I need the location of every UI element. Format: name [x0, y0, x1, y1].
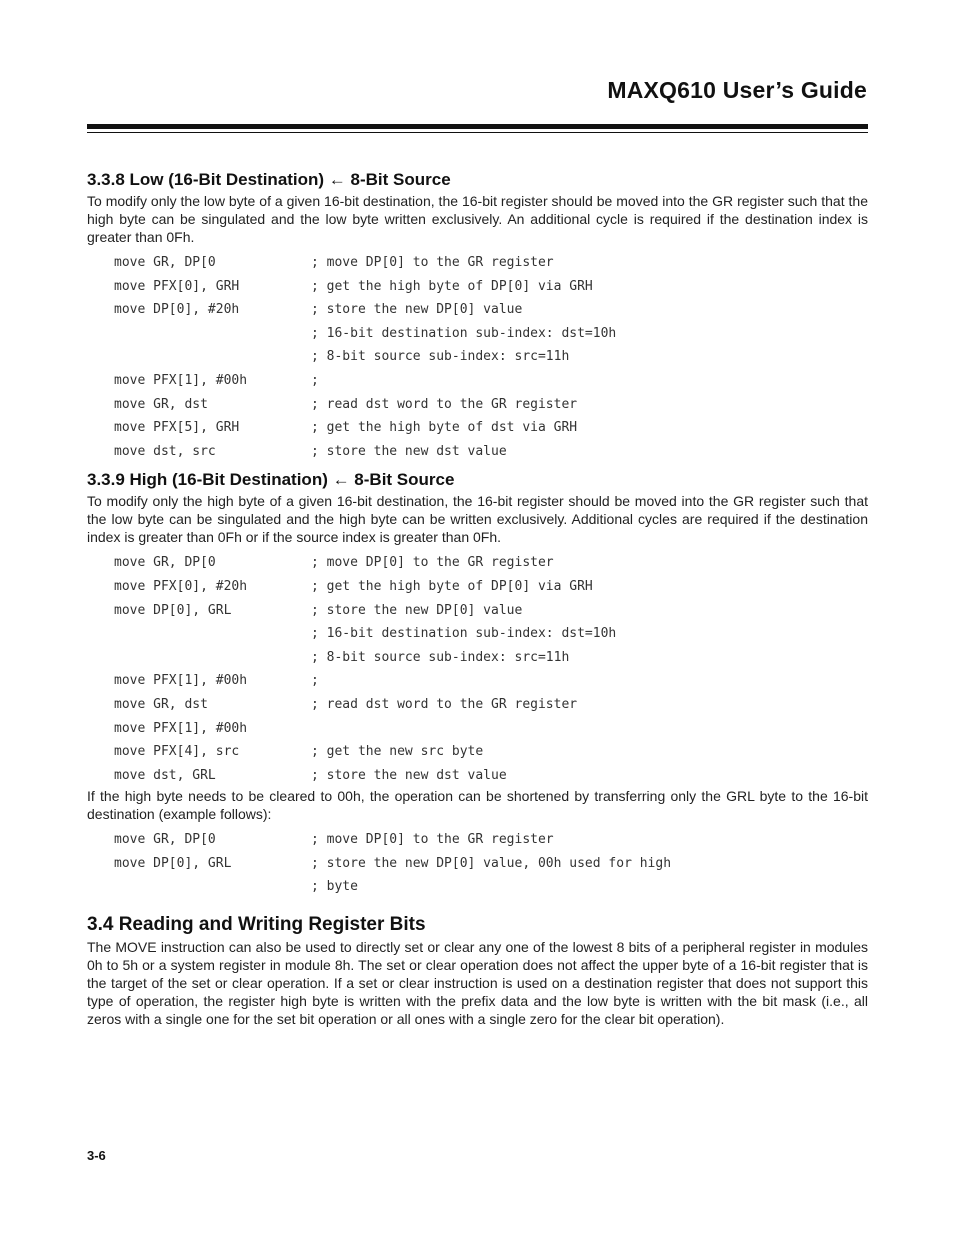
section-paragraph-3-3-8: To modify only the low byte of a given 16-bit destination, the 16-bit register should be moved into the GR register such that the high byte can be singulated and the low byte written exclusively. An additional cycle is required if the destination index is greater than 0Fh. — [87, 193, 868, 245]
code-instruction — [114, 345, 311, 369]
code-block-3-3-9 — [87, 551, 868, 787]
code-block-3-3-8 — [87, 251, 868, 463]
code-line — [114, 551, 868, 575]
code-comment: ; get the high byte of DP[0] via GRH — [311, 578, 593, 594]
code-line — [114, 646, 868, 670]
code-comment: ; store the new dst value — [311, 443, 507, 459]
page-number: 3-6 — [87, 1148, 106, 1163]
code-instruction: move DP[0], #20h — [114, 302, 240, 318]
code-line — [114, 669, 868, 693]
code-instruction: move PFX[1], #00h — [114, 372, 248, 388]
code-comment — [311, 717, 868, 741]
code-instruction: move dst, GRL — [114, 767, 216, 783]
code-line — [114, 345, 868, 369]
code-comment: ; move DP[0] to the GR register — [311, 555, 554, 571]
code-line — [114, 693, 868, 717]
code-line — [114, 740, 868, 764]
code-comment: ; byte — [311, 879, 358, 895]
code-line — [114, 416, 868, 440]
section-paragraph-3-3-9: To modify only the high byte of a given 16-bit destination, the 16-bit register should be moved into the GR register such that the low byte can be singulated and the high byte can be written exclusively. Additional cycles are required if the destination index is greater than 0Fh or if the source index is greater than 0Fh. — [87, 493, 868, 546]
code-instruction — [114, 646, 311, 670]
code-instruction — [114, 875, 311, 899]
code-comment: ; store the new DP[0] value, 00h used for high — [311, 855, 672, 871]
code-line — [114, 298, 868, 322]
code-instruction: move dst, src — [114, 443, 216, 459]
code-block-3-3-9-example — [87, 828, 868, 899]
code-instruction: move DP[0], GRL — [114, 855, 232, 871]
section-heading-3-4: 3.4 Reading and Writing Register Bits — [87, 914, 426, 936]
code-instruction — [114, 322, 311, 346]
code-instruction: move GR, DP[0 — [114, 832, 216, 848]
code-line — [114, 275, 868, 299]
code-instruction: move DP[0], GRL — [114, 602, 232, 618]
code-comment: ; 8-bit source sub-index: src=11h — [311, 349, 570, 365]
code-comment: ; store the new DP[0] value — [311, 302, 523, 318]
code-comment: ; — [311, 673, 319, 689]
code-instruction: move GR, dst — [114, 696, 208, 712]
page-title: MAXQ610 User’s Guide — [607, 77, 867, 103]
code-instruction: move GR, DP[0 — [114, 255, 216, 270]
code-comment: ; store the new DP[0] value — [311, 602, 523, 618]
code-instruction: move PFX[0], #20h — [114, 578, 248, 594]
section-paragraph-3-4: The MOVE instruction can also be used to directly set or clear any one of the lowest 8 bits of a peripheral register in modules 0h to 5h or a system register in module 8h. The set or clear operation does not affect the upper byte of a 16-bit register that is the target of the set or clear operation. If a set or clear instruction is used on a destination register that does not support this type of operation, the register high byte is written with the prefix data and the low byte is written with the bit mask (i.e., all zeros with a single one for the set bit operation or all ones with a single zero for the clear bit operation). — [87, 939, 868, 1028]
code-line — [114, 440, 868, 464]
code-comment: ; store the new dst value — [311, 767, 507, 783]
code-line — [114, 251, 868, 275]
code-instruction: move PFX[4], src — [114, 744, 240, 760]
code-instruction: move PFX[0], GRH — [114, 278, 240, 294]
code-line — [114, 764, 868, 788]
code-line — [114, 369, 868, 393]
header-rule-thin — [87, 132, 868, 133]
code-comment: ; read dst word to the GR register — [311, 396, 578, 412]
code-instruction: move PFX[1], #00h — [114, 720, 248, 736]
header-rule-thick — [87, 124, 868, 129]
code-comment: ; get the high byte of dst via GRH — [311, 420, 578, 436]
code-comment: ; get the high byte of DP[0] via GRH — [311, 278, 593, 294]
code-comment: ; 8-bit source sub-index: src=11h — [311, 649, 570, 665]
code-line — [114, 322, 868, 346]
section-heading-3-3-8: 3.3.8 Low (16-Bit Destination) ← 8-Bit Source — [87, 170, 451, 189]
code-line — [114, 622, 868, 646]
code-instruction: move PFX[1], #00h — [114, 673, 248, 689]
code-comment: ; move DP[0] to the GR register — [311, 832, 554, 848]
code-comment: ; get the new src byte — [311, 744, 484, 760]
section-paragraph-3-3-9-followup: If the high byte needs to be cleared to 00h, the operation can be shortened by transferring only the GRL byte to the 16-bit destination (example follows): — [87, 788, 868, 823]
code-comment: ; move DP[0] to the GR register — [311, 255, 554, 270]
code-line — [114, 875, 868, 899]
code-line — [114, 828, 868, 852]
code-instruction — [114, 622, 311, 646]
code-comment: ; — [311, 372, 319, 388]
code-instruction: move PFX[5], GRH — [114, 420, 240, 436]
code-line — [114, 717, 868, 741]
code-line — [114, 575, 868, 599]
code-line — [114, 599, 868, 623]
code-comment: ; read dst word to the GR register — [311, 696, 578, 712]
code-comment: ; 16-bit destination sub-index: dst=10h — [311, 626, 617, 642]
section-heading-3-3-9: 3.3.9 High (16-Bit Destination) ← 8-Bit Source — [87, 470, 455, 490]
code-comment: ; 16-bit destination sub-index: dst=10h — [311, 325, 617, 341]
code-instruction: move GR, dst — [114, 396, 208, 412]
code-line — [114, 852, 868, 876]
code-line — [114, 393, 868, 417]
code-instruction: move GR, DP[0 — [114, 555, 216, 571]
page-content — [87, 169, 868, 1028]
